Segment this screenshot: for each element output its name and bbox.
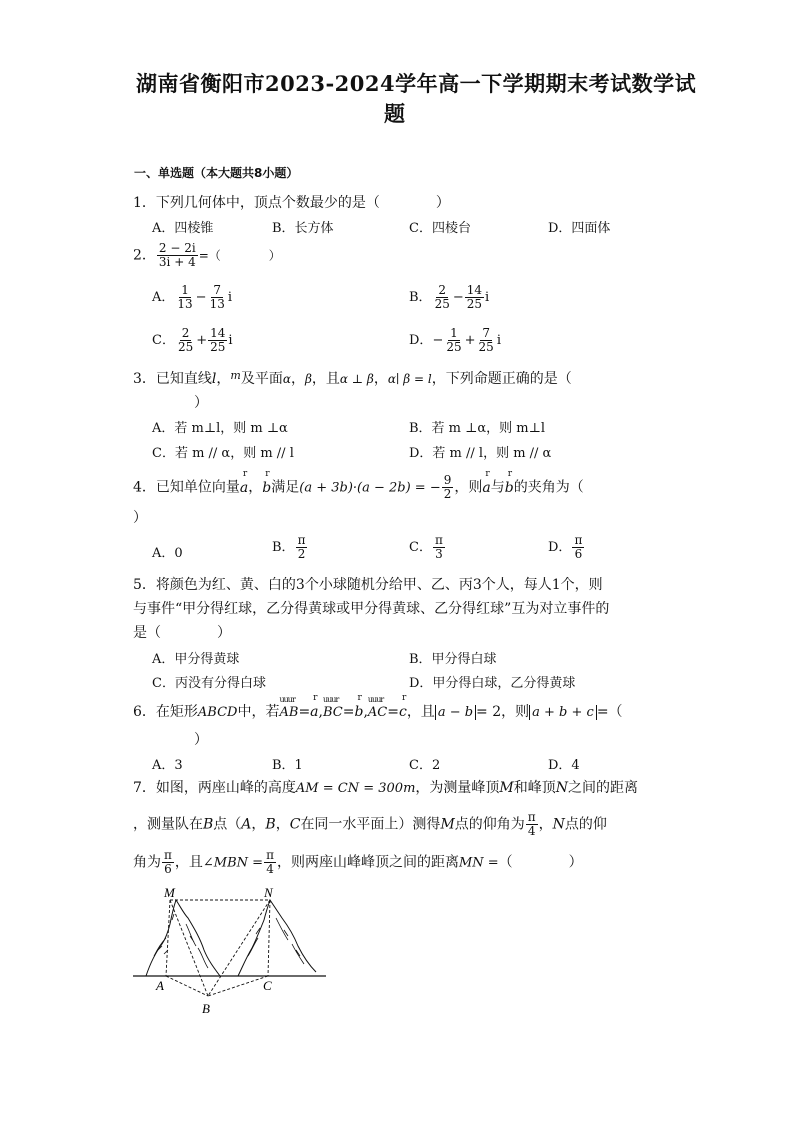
q6-option-c: C．2 xyxy=(409,758,441,773)
q5-line2: 与事件“甲分得红球，乙分得黄球或甲分得黄球、乙分得红球”互为对立事件的 xyxy=(133,601,610,617)
q2-fraction: $\frac{2 - 2i}{3i + 4}$ xyxy=(158,241,196,269)
q5-option-a: A．甲分得黄球 xyxy=(152,652,240,667)
doc-title-line1: 湖南省衡阳市2023-2024学年高一下学期期末考试数学试 xyxy=(136,71,697,96)
left-mountain xyxy=(146,900,220,976)
q3-option-d: D．若 m // l，则 m // α xyxy=(409,446,552,461)
q2-option-b: B． $\frac{2}{25}$ − $\frac{14}{25}$ i xyxy=(409,283,490,311)
mb-line xyxy=(170,900,208,996)
q3-option-a: A．若 m⊥l，则 m ⊥α xyxy=(152,421,288,436)
q1-option-c: C．四棱台 xyxy=(409,221,471,236)
q6-close-paren: ） xyxy=(194,732,208,748)
label-m: M xyxy=(164,885,175,900)
q6-option-a: A．3 xyxy=(152,758,183,773)
q1-option-a: A．四棱锥 xyxy=(152,221,214,236)
am-line xyxy=(166,900,170,976)
label-a: A xyxy=(156,978,164,993)
q6-stem: 6．在矩形ABCD中，若uuur AB=r a,uuur BC=r b,uuur AC=r c，且 a − b = 2，则 a + b + c =（ xyxy=(133,701,623,721)
q5-option-b: B．甲分得白球 xyxy=(409,652,497,667)
q2-stem xyxy=(133,242,281,269)
label-c: C xyxy=(263,978,272,993)
q7-mountain-figure xyxy=(128,884,333,1024)
q7-line3: 角为 $\frac{\pi}{6}$ ，且∠MBN = $\frac{\pi}{4}$ ，则两座山峰峰顶之间的距离MN =（ ） xyxy=(133,848,583,876)
label-n: N xyxy=(264,885,273,900)
q4-option-d: D． $\frac{\pi}{6}$ xyxy=(548,533,583,561)
q2-option-d: D．− $\frac{1}{25}$ + $\frac{7}{25}$ i xyxy=(409,326,501,354)
q5-option-d: D．甲分得白球，乙分得黄球 xyxy=(409,676,576,691)
cb-line xyxy=(208,976,268,996)
q3-stem: 3．已知直线l，$^m$及平面α，β，且α ⊥ β，α∣ β = l，下列命题正确的是（ xyxy=(133,369,572,387)
q5-line1: 5．将颜色为红、黄、白的3个小球随机分给甲、乙、丙3个人，每人1个，则 xyxy=(133,577,603,593)
q2-number: 2． xyxy=(133,247,156,264)
q1-option-d: D．四面体 xyxy=(548,221,611,236)
right-mountain xyxy=(238,900,316,976)
nb-line xyxy=(208,900,270,996)
q2-option-a: A． $\frac{1}{13}$ − $\frac{7}{13}$ i xyxy=(152,283,233,311)
section-heading: 一、单选题（本大题共8小题） xyxy=(134,166,299,180)
q3-option-c: C．若 m // α，则 m // l xyxy=(152,446,294,461)
q4-stem: 4．已知单位向量r a，r b满足(a + 3b)·(a − 2b) = − $\frac{9}{2}$ ，则r a与r b的夹角为（ xyxy=(133,474,584,501)
doc-title-line2: 题 xyxy=(384,101,406,126)
q1-stem: 1．下列几何体中，顶点个数最少的是（ ） xyxy=(133,195,450,211)
q4-option-a: A．0 xyxy=(152,546,183,561)
q3-close-paren: ） xyxy=(194,395,208,411)
q2-option-c: C． $\frac{2}{25}$ + $\frac{14}{25}$ i xyxy=(152,326,233,354)
label-b: B xyxy=(202,1001,210,1016)
q5-option-c: C．丙没有分得白球 xyxy=(152,676,266,691)
q6-option-d: D．4 xyxy=(548,758,580,773)
q5-line3: 是（ ） xyxy=(133,625,231,641)
q4-close-paren: ） xyxy=(133,510,147,526)
q6-option-b: B．1 xyxy=(272,758,303,773)
cn-line xyxy=(268,900,270,976)
q4-option-b: B． $\frac{\pi}{2}$ xyxy=(272,533,306,561)
q2-tail: =（ ） xyxy=(198,248,281,263)
q4-option-c: C． $\frac{\pi}{3}$ xyxy=(409,533,443,561)
q3-option-b: B．若 m ⊥α，则 m⊥l xyxy=(409,421,545,436)
q7-line1: 7．如图，两座山峰的高度AM = CN = 300m，为测量峰顶M和峰顶N之间的距离 xyxy=(133,780,638,796)
q7-line2: ，测量队在B点（A，B，C在同一水平面上）测得M点的仰角为 $\frac{\pi}{4}$ ，N点的仰 xyxy=(133,810,607,838)
q1-option-b: B．长方体 xyxy=(272,221,334,236)
